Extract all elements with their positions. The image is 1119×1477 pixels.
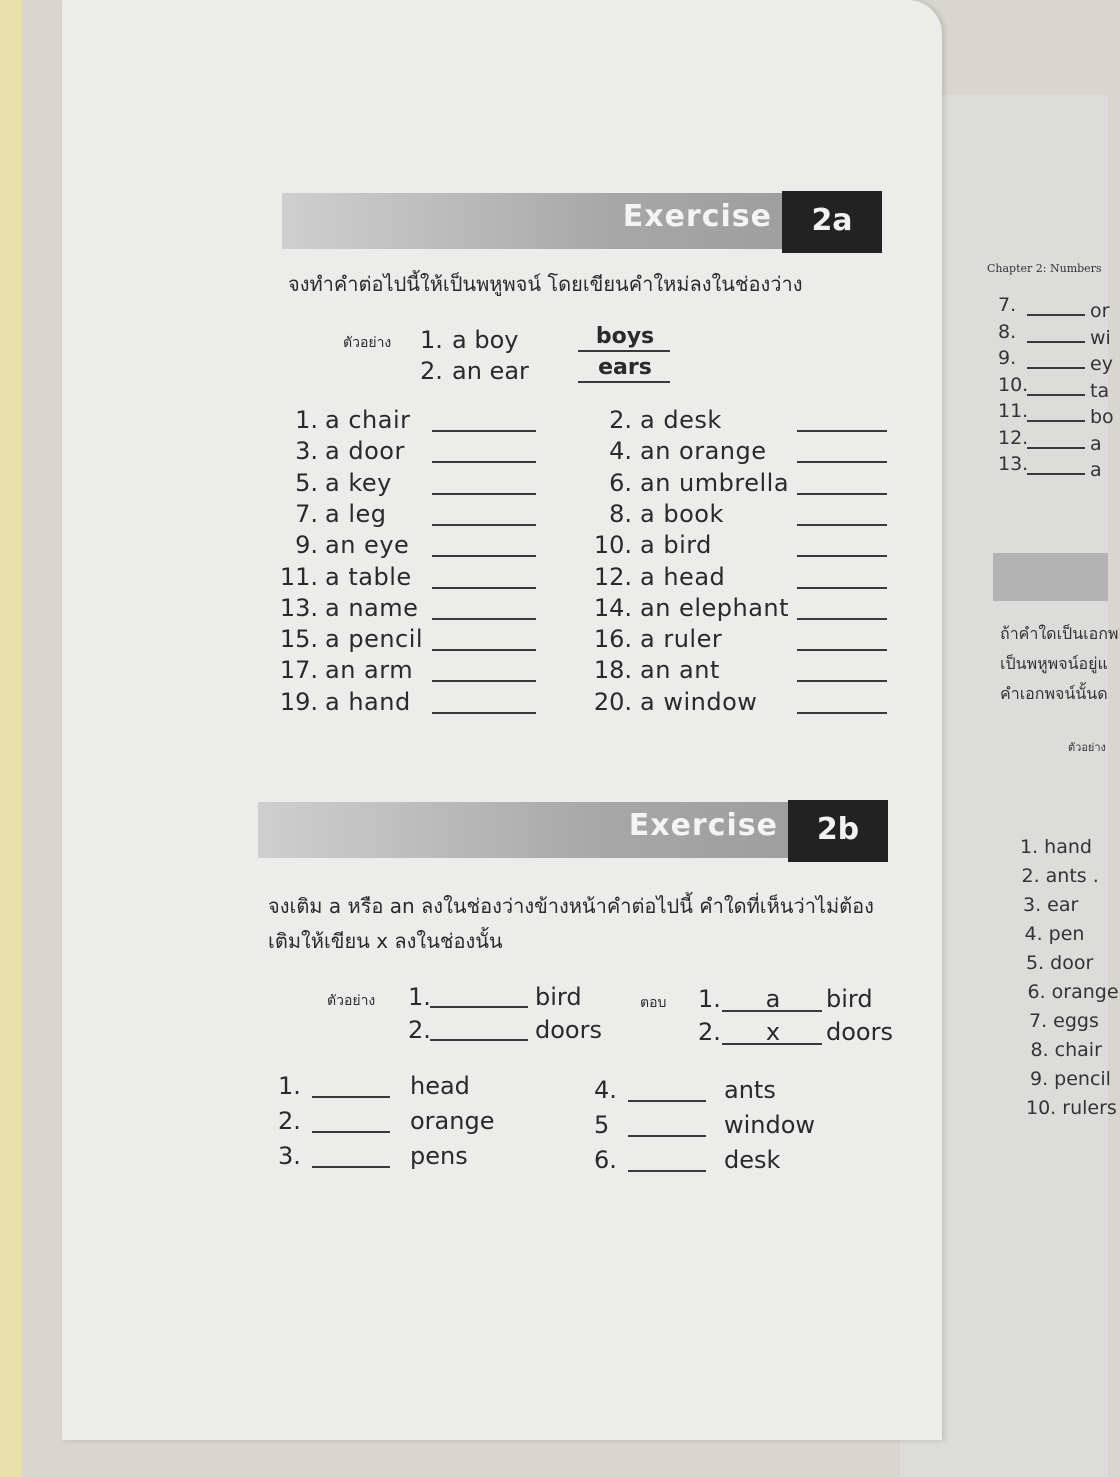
side-item-word: ta — [1090, 379, 1110, 402]
item-word: a head — [640, 562, 726, 591]
answer-blank[interactable] — [432, 680, 536, 682]
side-item-word: bo — [1090, 406, 1114, 428]
side-item-number: 13. — [998, 453, 1029, 475]
side-list-item: 5. door — [1026, 952, 1094, 974]
side-item-blank — [1027, 367, 1085, 369]
side-item-word: ey — [1090, 353, 1113, 375]
item-number: 15. — [279, 625, 318, 654]
example-word: doors — [826, 1018, 893, 1046]
item-word: a key — [325, 468, 392, 497]
item-word: a name — [325, 593, 419, 622]
item-word: a chair — [325, 406, 411, 434]
example-number: 2. — [420, 357, 443, 385]
answer-blank[interactable] — [797, 712, 887, 714]
item-number: 3. — [278, 1142, 301, 1170]
item-number: 11. — [279, 562, 318, 591]
item-number: 19. — [279, 687, 318, 716]
example-answer: x — [765, 1018, 781, 1046]
side-item-number: 11. — [998, 400, 1029, 422]
item-number: 6. — [594, 1146, 617, 1174]
item-word: a book — [640, 499, 724, 528]
item-number: 5. — [295, 468, 318, 497]
item-word: an eye — [325, 531, 410, 560]
item-word: a table — [325, 562, 412, 591]
side-list-item: 1. hand — [1020, 836, 1092, 858]
item-word: an elephant — [640, 593, 790, 622]
item-word: a bird — [640, 531, 712, 560]
side-page-banner — [993, 553, 1108, 601]
item-word: desk — [724, 1146, 781, 1174]
example-answer-line — [722, 1010, 822, 1012]
example-blank — [430, 1039, 528, 1041]
answer-blank[interactable] — [628, 1135, 706, 1137]
answer-number: 2. — [698, 1018, 721, 1046]
item-number: 17. — [279, 656, 318, 685]
item-word: ants — [724, 1076, 776, 1104]
example-answer-line — [722, 1043, 822, 1045]
answer-blank[interactable] — [432, 587, 536, 589]
item-number: 8. — [609, 499, 632, 528]
exercise-2a-instruction: จงทำคำต่อไปนี้ให้เป็นพหูพจน์ โดยเขียนคำใหม่ลงในช่องว่าง — [288, 272, 803, 296]
side-list-item: 3. ear — [1023, 894, 1079, 916]
answer-blank[interactable] — [797, 649, 887, 651]
exercise-code: 2a — [782, 191, 882, 253]
item-number: 5 — [594, 1111, 610, 1139]
item-number: 16. — [593, 625, 632, 654]
side-thai-line-1: ถ้าคำใดเป็นเอกพ — [1000, 624, 1119, 643]
example-word: bird — [826, 985, 873, 1013]
item-number: 4. — [609, 437, 632, 466]
side-item-blank — [1027, 341, 1085, 343]
answer-blank[interactable] — [312, 1096, 390, 1098]
item-word: an orange — [640, 437, 767, 466]
example-word: bird — [535, 983, 582, 1011]
answer-blank[interactable] — [432, 618, 536, 620]
item-word: a window — [640, 687, 758, 716]
side-list-item: 7. eggs — [1029, 1010, 1099, 1032]
exercise-code: 2b — [788, 800, 888, 862]
example-word: an ear — [452, 357, 529, 385]
answer-blank[interactable] — [797, 430, 887, 432]
side-item-blank — [1027, 473, 1085, 475]
answer-blank[interactable] — [312, 1166, 390, 1168]
side-list-item: 2. ants . — [1021, 865, 1099, 887]
item-number: 7. — [295, 499, 318, 528]
example-answer: a — [765, 985, 781, 1013]
side-item-blank — [1027, 394, 1085, 396]
answer-blank[interactable] — [797, 680, 887, 682]
answer-blank[interactable] — [797, 618, 887, 620]
side-list-item: 4. pen — [1024, 923, 1085, 945]
item-number: 10. — [593, 531, 632, 560]
item-word: a desk — [640, 406, 722, 434]
item-word: pens — [410, 1142, 468, 1170]
side-item-number: 7. — [998, 294, 1017, 316]
item-word: a pencil — [325, 625, 424, 654]
side-item-blank — [1027, 447, 1085, 449]
example-answer: ears — [598, 355, 652, 380]
answer-blank[interactable] — [312, 1131, 390, 1133]
answer-number: 1. — [698, 985, 721, 1013]
exercise-2a-example-label: ตัวอย่าง — [343, 335, 392, 351]
item-word: an umbrella — [640, 468, 790, 497]
example-number: 1. — [408, 983, 431, 1011]
side-page-header: Chapter 2: Numbers — [987, 262, 1102, 275]
side-item-number: 9. — [998, 347, 1017, 369]
item-number: 3. — [295, 437, 318, 466]
answer-blank[interactable] — [797, 461, 887, 463]
exercise-2b-instruction-line-1: จงเติม a หรือ an ลงในช่องว่างข้างหน้าคำต่อไปนี้ คำใดที่เห็นว่าไม่ต้อง — [268, 894, 874, 918]
item-number: 1. — [295, 406, 318, 434]
example-number: 2. — [408, 1016, 431, 1044]
side-item-word: wi — [1090, 326, 1111, 349]
example-word: a boy — [452, 326, 519, 354]
side-item-number: 12. — [998, 426, 1029, 449]
side-list-item: 9. pencil — [1030, 1068, 1111, 1090]
example-word: doors — [535, 1016, 602, 1044]
item-word: a door — [325, 437, 405, 466]
answer-blank[interactable] — [628, 1170, 706, 1172]
answer-blank[interactable] — [432, 649, 536, 651]
exercise-2b-instruction-line-2: เติมให้เขียน x ลงในช่องนั้น — [268, 929, 503, 953]
answer-blank[interactable] — [432, 524, 536, 526]
side-thai-line-2: เป็นพหูพจน์อยู่แ — [1000, 654, 1108, 673]
answer-blank[interactable] — [797, 493, 887, 495]
item-word: a leg — [325, 499, 387, 528]
item-word: a ruler — [640, 625, 723, 654]
item-word: orange — [410, 1107, 495, 1135]
side-example-label: ตัวอย่าง — [1068, 741, 1106, 754]
item-word: an arm — [325, 656, 414, 685]
item-number: 12. — [593, 562, 632, 591]
exercise-2b-example-label: ตัวอย่าง — [327, 993, 376, 1009]
side-item-word: a — [1090, 459, 1102, 481]
side-list-item: 10. rulers — [1026, 1097, 1117, 1119]
example-number: 1. — [420, 326, 443, 354]
item-number: 4. — [594, 1076, 617, 1104]
side-item-blank — [1027, 420, 1085, 422]
example-answer: boys — [595, 324, 655, 349]
answer-blank[interactable] — [432, 712, 536, 714]
item-number: 13. — [279, 593, 318, 622]
answer-blank[interactable] — [432, 493, 536, 495]
item-word: a hand — [325, 687, 411, 716]
example-blank — [430, 1006, 528, 1008]
item-number: 20. — [593, 687, 632, 716]
item-number: 14. — [593, 593, 632, 622]
example-answer-line — [578, 381, 670, 383]
item-number: 2. — [609, 406, 632, 434]
exercise-label: Exercise — [628, 808, 778, 843]
exercise-label: Exercise — [622, 199, 772, 234]
item-number: 9. — [295, 531, 318, 560]
answer-blank[interactable] — [628, 1100, 706, 1102]
answer-blank[interactable] — [432, 461, 536, 463]
side-item-number: 8. — [998, 320, 1017, 343]
adjacent-book-edge — [0, 0, 22, 1477]
answer-blank[interactable] — [797, 555, 887, 557]
item-word: an ant — [640, 656, 720, 685]
side-item-word: a — [1090, 432, 1102, 455]
side-list-item: 8. chair — [1030, 1039, 1102, 1061]
item-word: window — [724, 1111, 816, 1139]
answer-blank[interactable] — [432, 555, 536, 557]
side-thai-line-3: คำเอกพจน์นั้นด — [1000, 684, 1108, 703]
side-item-blank — [1027, 314, 1085, 316]
answer-blank[interactable] — [797, 524, 887, 526]
answer-blank[interactable] — [797, 587, 887, 589]
item-number: 18. — [593, 656, 632, 685]
item-number: 6. — [609, 468, 632, 497]
side-item-word: or — [1090, 300, 1110, 322]
exercise-2a-banner — [282, 193, 882, 249]
item-number: 2. — [278, 1107, 301, 1135]
answer-blank[interactable] — [432, 430, 536, 432]
exercise-2b-answer-label: ตอบ — [640, 995, 667, 1011]
exercise-2b-banner — [258, 802, 888, 858]
item-word: head — [410, 1072, 470, 1100]
side-item-number: 10. — [998, 373, 1029, 396]
item-number: 1. — [278, 1072, 301, 1100]
example-answer-line — [578, 350, 670, 352]
side-list-item: 6. orange — [1027, 981, 1119, 1003]
